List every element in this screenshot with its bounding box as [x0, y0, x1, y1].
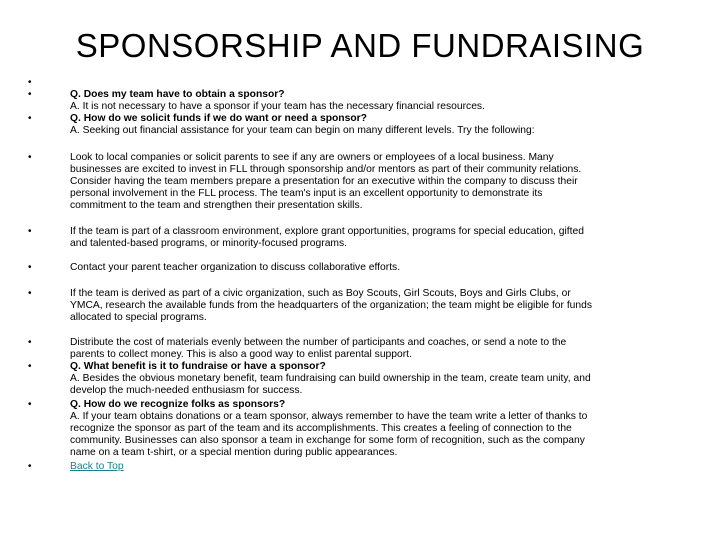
question-line: Q. How do we solicit funds if we do want or need a sponsor?	[70, 113, 367, 124]
question-line: Q. Does my team have to obtain a sponsor?	[70, 89, 285, 100]
text-line: and talented-based programs, or minority-focused programs.	[70, 237, 348, 249]
text-line: YMCA, research the available funds from the headquarters of the organization; the team might be eligible for funds	[70, 299, 593, 311]
text-line: Distribute the cost of materials evenly between the number of participants and coaches, or send a note to the	[70, 337, 567, 348]
bullet-text	[70, 337, 700, 361]
text-line: develop the much-needed enthusiasm for success.	[70, 384, 303, 396]
bullet-text	[70, 399, 700, 459]
bullet-dot: •	[28, 262, 32, 273]
bullet-text	[70, 113, 700, 137]
question-line: Q. What benefit is it to fundraise or have a sponsor?	[70, 361, 326, 372]
bullet-dot: •	[28, 288, 32, 299]
page-title: SPONSORSHIP AND FUNDRAISING	[75, 27, 645, 64]
bullet-text	[70, 262, 700, 274]
text-line: A. If your team obtains donations or a team sponsor, always remember to have the team write a letter of thanks to	[70, 410, 588, 422]
bullet-dot: •	[28, 113, 32, 124]
text-line: Consider having the team members prepare a presentation for an executive within the company to discuss their	[70, 175, 578, 187]
text-line: personal involvement in the FLL process. The team's input is an excellent opportunity to demonstrate its	[70, 187, 543, 199]
back-to-top-link[interactable]: Back to Top	[70, 461, 124, 472]
text-line: A. Seeking out financial assistance for your team can begin on many different levels. Try the following:	[70, 124, 535, 136]
text-line: A. It is not necessary to have a sponsor if your team has the necessary financial resources.	[70, 100, 485, 112]
text-line: community. Businesses can also sponsor a team in exchange for some form of recognition, such as the company	[70, 434, 585, 446]
text-line: If the team is derived as part of a civic organization, such as Boy Scouts, Girl Scouts, Boys and Girls Clubs, or	[70, 288, 571, 299]
text-line: name on a team t-shirt, or a special mention during public appearances.	[70, 446, 398, 458]
text-line: commitment to the team and strengthen their presentation skills.	[70, 199, 363, 211]
text-line: If the team is part of a classroom environment, explore grant opportunities, programs for special education, gifted	[70, 226, 584, 237]
bullet-dot: •	[28, 337, 32, 348]
bullet-text	[70, 461, 700, 473]
bullet-dot: •	[28, 361, 32, 372]
bullet-dot: •	[28, 89, 32, 100]
text-line: recognize the sponsor as part of the team and its accomplishments. This creates a feeling of connection to the	[70, 422, 572, 434]
bullet-dot: •	[28, 226, 32, 237]
bullet-dot: •	[28, 152, 32, 163]
text-line: allocated to special programs.	[70, 311, 207, 323]
bullet-text	[70, 226, 700, 250]
bullet-text	[70, 361, 700, 397]
text-line: businesses are excited to invest in FLL through sponsorship and/or mentors as part of their community relations.	[70, 163, 582, 175]
bullet-dot: •	[28, 77, 32, 88]
bullet-text	[70, 89, 700, 113]
bullet-text	[70, 152, 700, 212]
bullet-text	[70, 288, 700, 324]
text-line: parents to collect money. This is also a good way to enlist parental support.	[70, 348, 412, 360]
bullet-dot: •	[28, 461, 32, 472]
text-line: Contact your parent teacher organization to discuss collaborative efforts.	[70, 262, 401, 273]
question-line: Q. How do we recognize folks as sponsors?	[70, 399, 286, 410]
text-line: A. Besides the obvious monetary benefit, team fundraising can build ownership in the team, create team unity, and	[70, 372, 591, 384]
text-line: Look to local companies or solicit parents to see if any are owners or employees of a local business. Many	[70, 152, 554, 163]
bullet-dot: •	[28, 399, 32, 410]
